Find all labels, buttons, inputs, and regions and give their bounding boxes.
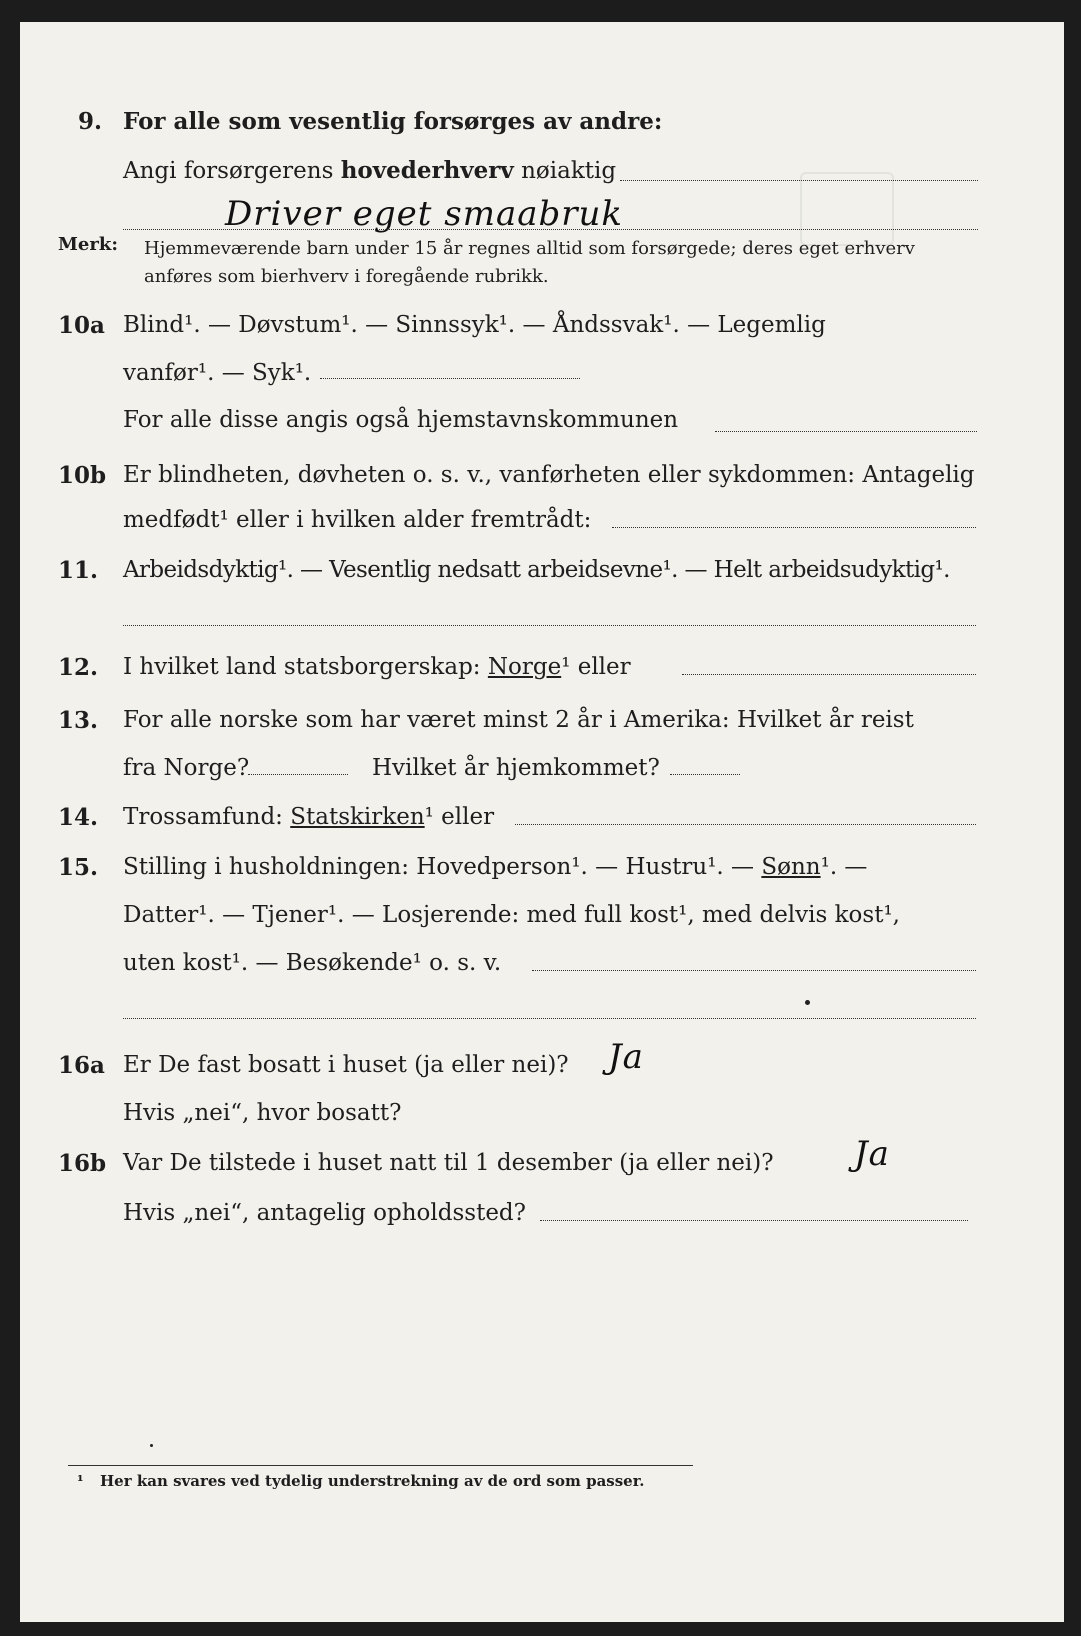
q12-text: I hvilket land statsborgerskap: (123, 654, 481, 680)
question-number: 10b (58, 462, 107, 489)
q11-fill-line (123, 625, 976, 626)
ink-dot (805, 1000, 810, 1005)
ink-dot (150, 1444, 153, 1447)
q15-underlined-answer: Sønn (761, 854, 821, 880)
q16b-fill-line (540, 1220, 968, 1221)
question-number: 11. (58, 557, 99, 584)
q10b-line1: Er blindheten, døvheten o. s. v., vanførheten eller sykdommen: Antagelig (123, 462, 975, 488)
merk-line1: Hjemmeværende barn under 15 år regnes alltid som forsørgede; deres eget erhverv (144, 238, 915, 259)
q14-fill-line (515, 824, 976, 825)
q15-line2: Datter¹. — Tjener¹. — Losjerende: med full kost¹, med delvis kost¹, (123, 902, 900, 928)
q14-underlined-answer: Statskirken (290, 804, 425, 830)
q15-line1 (123, 854, 867, 880)
census-form-page (20, 22, 1064, 1622)
question-number: 16a (58, 1052, 105, 1079)
question-number: 12. (58, 654, 99, 681)
q9-fill-line (620, 180, 978, 181)
stamp-ghost (800, 172, 894, 246)
q14-text: Trossamfund: (123, 804, 283, 830)
q15-fill-line-2 (123, 1018, 976, 1019)
q9-prompt-c: nøiaktig (521, 158, 617, 184)
q15-line1-c: ¹. — (820, 854, 868, 880)
q9-handwritten-answer: Driver eget smaabruk (225, 194, 624, 234)
q13-line2 (123, 755, 249, 781)
q16b-line1: Var De tilstede i huset natt til 1 desember (ja eller nei)? (123, 1150, 774, 1176)
q13-line2-b: Hvilket år hjemkommet? (372, 755, 660, 781)
q13-line1: For alle norske som har været minst 2 år i Amerika: Hvilket år reist (123, 707, 914, 733)
question-number: 14. (58, 804, 99, 831)
q12-underlined-answer: Norge (487, 654, 562, 680)
footnote-rule (68, 1465, 693, 1466)
q10a-line2: vanfør¹. — Syk¹. (123, 360, 312, 386)
q9-prompt-a: Angi forsørgerens (123, 158, 334, 184)
merk-label: Merk: (58, 234, 118, 255)
footnote-text: Her kan svares ved tydelig understrekning av de ord som passer. (100, 1472, 645, 1490)
q16b-handwritten-answer: Ja (854, 1134, 890, 1174)
question-number: 10a (58, 312, 105, 339)
q13-line2-a: fra Norge? (123, 755, 250, 781)
footnote-mark: ¹ (77, 1472, 84, 1490)
q10a-line1: Blind¹. — Døvstum¹. — Sinnssyk¹. — Åndssvak¹. — Legemlig (123, 312, 826, 338)
q9-title: For alle som vesentlig forsørges av andre: (123, 108, 663, 135)
q10b-fill-line (612, 527, 976, 528)
q15-line3: uten kost¹. — Besøkende¹ o. s. v. (123, 950, 502, 976)
q11-line1: Arbeidsdyktig¹. — Vesentlig nedsatt arbeidsevne¹. — Helt arbeidsudyktig¹. (123, 557, 950, 583)
q9-prompt-b: hovederhverv (340, 157, 514, 184)
q12-fill-line (682, 674, 976, 675)
q10b-line2: medfødt¹ eller i hvilken alder fremtrådt: (123, 507, 592, 533)
question-number: 9. (78, 108, 103, 135)
q10a-fill-line (320, 378, 580, 379)
q15-fill-line (532, 970, 976, 971)
q16b-line2: Hvis „nei“, antagelig opholdssted? (123, 1200, 526, 1226)
q14-line1 (123, 804, 494, 830)
question-number: 16b (58, 1150, 107, 1177)
q14-text-2: ¹ eller (424, 804, 495, 830)
q9-answer-line (123, 229, 978, 230)
q10a-line3: For alle disse angis også hjemstavnskommunen (123, 407, 679, 433)
q9-prompt (123, 157, 616, 184)
q13-fill-line (248, 774, 348, 775)
q12-line1 (123, 654, 631, 680)
question-number: 13. (58, 707, 99, 734)
q10a-fill-line-2 (715, 431, 977, 432)
q15-line1-a: Stilling i husholdningen: Hovedperson¹. — Hustru¹. — (123, 854, 755, 880)
q16a-line1: Er De fast bosatt i huset (ja eller nei)? (123, 1052, 569, 1078)
q13-fill-line-2 (670, 774, 740, 775)
q12-text-2: ¹ eller (561, 654, 631, 680)
merk-line2: anføres som bierhverv i foregående rubrikk. (144, 266, 549, 287)
q16a-handwritten-answer: Ja (608, 1037, 644, 1077)
question-number: 15. (58, 854, 99, 881)
q16a-line2: Hvis „nei“, hvor bosatt? (123, 1100, 402, 1126)
